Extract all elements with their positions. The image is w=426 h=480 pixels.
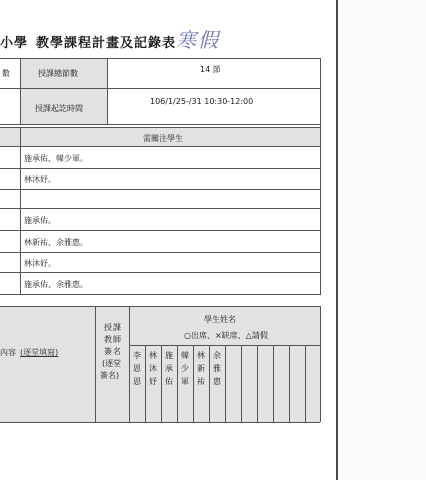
- student-row-6: 林沐妤。: [24, 259, 56, 268]
- student-row-5: 林新祐、余雅惠。: [24, 238, 88, 247]
- student-name-5: 林 新 祐: [197, 351, 205, 386]
- total-hours-label: 授課總節數: [38, 69, 78, 78]
- attendance-legend: ○出席、×缺席、△請假: [184, 331, 268, 340]
- student-row-4: 施承佑。: [24, 216, 56, 225]
- content-label: 內容: [0, 348, 16, 357]
- scan-shadow: [338, 0, 426, 480]
- students-header: 需關注學生: [143, 134, 183, 143]
- page-edge: [336, 0, 338, 480]
- student-name-1: 李 恩 恩: [133, 351, 141, 386]
- student-names-label: 學生姓名: [204, 315, 236, 324]
- student-name-6: 余 雅 惠: [213, 351, 221, 386]
- student-row-7: 施承佑、余雅惠。: [24, 280, 88, 289]
- start-time-value: 106/1/25-/31 10:30-12:00: [150, 97, 254, 106]
- student-row-2: 林沐妤。: [24, 175, 56, 184]
- total-hours-value: 14 節: [200, 65, 221, 74]
- content-note: (逐堂填寫): [20, 348, 59, 357]
- student-name-3: 施 承 佑: [165, 351, 173, 386]
- student-name-4: 韓 少 軍: [181, 351, 189, 386]
- title-main: 教學課程計畫及記錄表: [36, 36, 177, 51]
- student-name-2: 林 沐 妤: [149, 351, 157, 386]
- student-row-1: 施承佑、韓少軍。: [24, 154, 88, 163]
- cut-label-1: 數: [2, 69, 10, 78]
- title-prefix: 小學: [0, 36, 29, 51]
- start-time-label: 授課起訖時間: [35, 104, 83, 113]
- handwritten-note: 寒假: [176, 28, 220, 52]
